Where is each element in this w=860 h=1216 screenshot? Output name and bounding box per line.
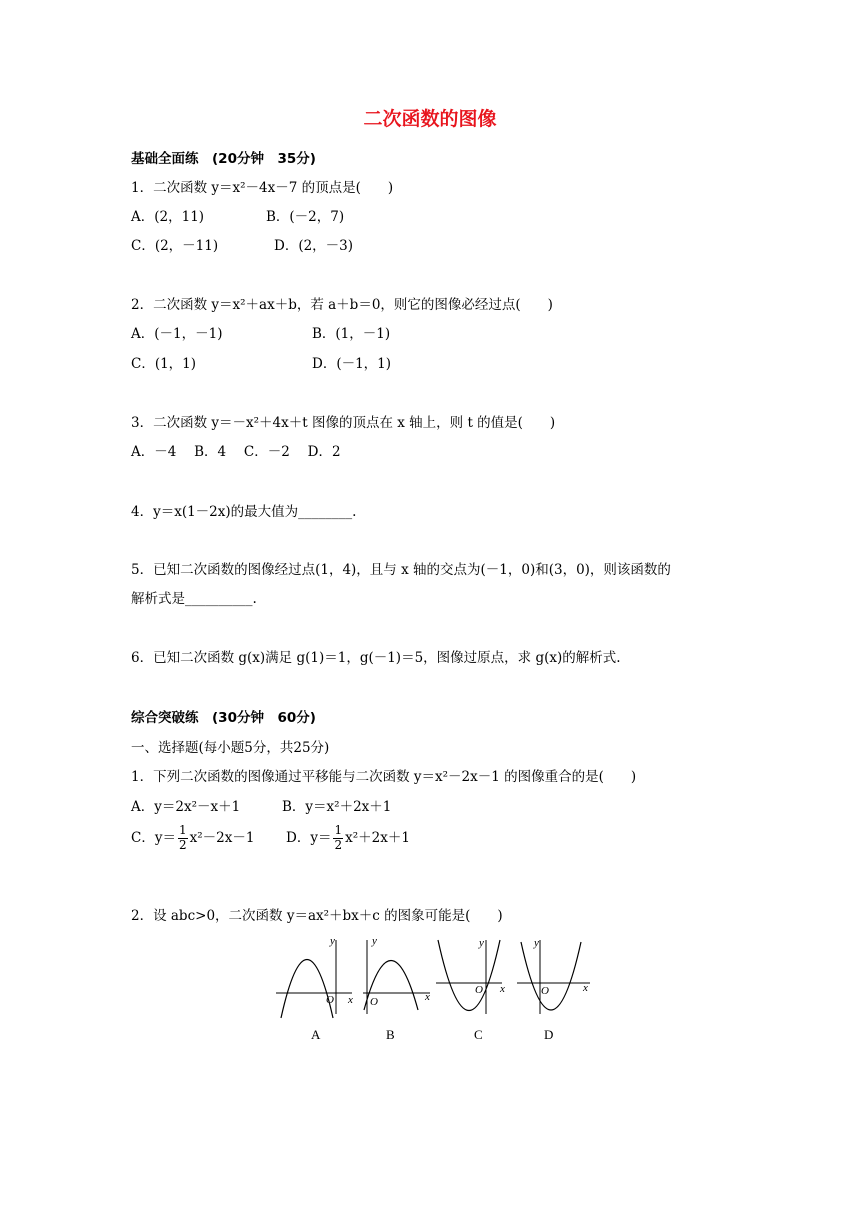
graph-c-caption: C <box>474 1027 483 1042</box>
graph-d <box>517 937 590 1042</box>
graph-b-origin: O <box>370 996 378 1008</box>
q1-option-c: C．(2，－11) <box>131 238 219 254</box>
q5-line2: 解析式是__________. <box>131 591 257 607</box>
page-title: 二次函数的图像 <box>363 108 497 130</box>
q7-option-d: D．y＝ $\frac{1}{2}$ x²＋2x＋1 <box>286 823 410 852</box>
graph-b <box>363 935 430 1042</box>
fraction-one-half: $\frac{1}{2}$ <box>334 823 343 852</box>
q7-option-c: C．y＝ $\frac{1}{2}$ x²－2x－1 <box>131 823 255 852</box>
q1-stem: 1．二次函数 y＝x²－4x－7 的顶点是( ) <box>131 180 394 196</box>
q2-option-b: B．(1，－1) <box>312 326 391 342</box>
q6-stem: 6．已知二次函数 g(x)满足 g(1)＝1，g(－1)＝5，图像过原点，求 g(x)的解析式. <box>131 650 621 666</box>
graph-d-x-label: x <box>583 982 588 994</box>
graph-b-y-label: y <box>372 935 377 947</box>
section-heading-comprehensive: 综合突破练 (30分钟 60分) <box>131 710 316 726</box>
graph-b-caption: B <box>386 1027 395 1042</box>
section-subheading-choice: 一、选择题(每小题5分，共25分) <box>131 740 330 756</box>
answer-graphs <box>270 930 600 1050</box>
q1-option-a: A．(2，11) <box>131 209 205 225</box>
q2-option-c: C．(1，1) <box>131 356 197 372</box>
q2-stem: 2．二次函数 y＝x²＋ax＋b，若 a＋b＝0，则它的图像必经过点( ) <box>131 297 553 313</box>
graph-d-caption: D <box>544 1027 554 1042</box>
graph-d-origin: O <box>541 985 549 997</box>
q5-line1: 5．已知二次函数的图像经过点(1，4)，且与 x 轴的交点为(－1，0)和(3，0)，则该函数的 <box>131 562 671 578</box>
graph-a-x-label: x <box>348 994 353 1006</box>
graph-b-x-label: x <box>425 991 430 1003</box>
q7-stem: 1．下列二次函数的图像通过平移能与二次函数 y＝x²－2x－1 的图像重合的是( ) <box>131 769 637 785</box>
q7-option-a: A．y＝2x²－x＋1 <box>131 799 241 815</box>
graph-c-origin: O <box>475 984 483 996</box>
q2-option-d: D．(－1，1) <box>312 356 392 372</box>
q1-option-d: D．(2，－3) <box>274 238 354 254</box>
graph-a <box>276 935 353 1042</box>
graph-a-origin: O <box>326 994 334 1006</box>
q1-option-b: B．(－2，7) <box>266 209 345 225</box>
q4-stem: 4．y＝x(1－2x)的最大值为________. <box>131 504 357 520</box>
graph-c-y-label: y <box>479 937 484 949</box>
section-heading-basic: 基础全面练 (20分钟 35分) <box>131 151 316 167</box>
q3-options: A．－4 B．4 C．－2 D．2 <box>131 444 341 460</box>
q2-option-a: A．(－1，－1) <box>131 326 223 342</box>
fraction-one-half: $\frac{1}{2}$ <box>178 823 187 852</box>
graph-d-y-label: y <box>534 937 539 949</box>
q8-stem: 2．设 abc>0，二次函数 y＝ax²＋bx＋c 的图象可能是( ) <box>131 908 503 924</box>
graph-c-x-label: x <box>500 983 505 995</box>
graph-c <box>436 937 505 1042</box>
graph-a-y-label: y <box>330 935 335 947</box>
graph-a-caption: A <box>311 1027 321 1042</box>
q7-option-b: B．y＝x²＋2x＋1 <box>282 799 392 815</box>
q3-stem: 3．二次函数 y＝－x²＋4x＋t 图像的顶点在 x 轴上，则 t 的值是( ) <box>131 415 556 431</box>
